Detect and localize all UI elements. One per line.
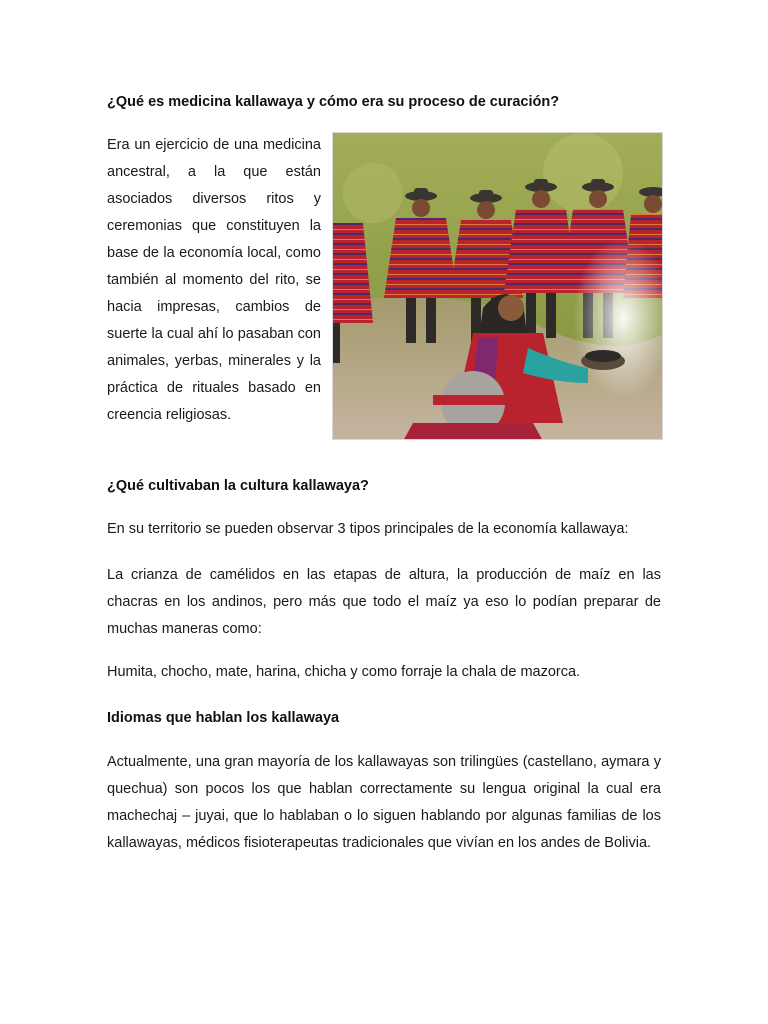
- idiomas-paragraph: Actualmente, una gran mayoría de los kallawayas son trilingües (castellano, aymara y quechua) son pocos los que hablan correctamente su lengua original la cual era machechaj – juyai, que lo hablaban o lo siguen hablando por algunas familias de los kallawayas, médicos fisioterapeutas tradicionales que vivían en los andes de Bolivia.: [107, 754, 661, 851]
- section-heading-cultivos: ¿Qué cultivaban la cultura kallawaya?: [107, 478, 369, 494]
- section-heading-idiomas: Idiomas que hablan los kallawaya: [107, 710, 340, 726]
- intro-paragraph: Era un ejercicio de una medicina ancestral, a la que están asociados diversos ritos y ceremonias que constituyen la base de la economía local, como también al momento del rito, se hacia impresas, cambios de suerte la cual ahí lo pasaban con animales, yerbas, minerales y la práctica de rituales basado en creencia religiosas.: [107, 137, 321, 423]
- kallawaya-ceremony-photo: [332, 132, 663, 440]
- ceremony-illustration: [333, 133, 663, 440]
- section-heading-medicina: ¿Qué es medicina kallawaya y cómo era su proceso de curación?: [107, 94, 560, 110]
- cultivos-list: Humita, chocho, mate, harina, chicha y como forraje la chala de mazorca.: [107, 664, 581, 680]
- cultivos-paragraph: La crianza de camélidos en las etapas de altura, la producción de maíz en las chacras en los andinos, pero más que todo el maíz ya eso lo podían preparar de muchas maneras como:: [107, 567, 661, 637]
- cultivos-intro: En su territorio se pueden observar 3 tipos principales de la economía kallawaya:: [107, 521, 629, 537]
